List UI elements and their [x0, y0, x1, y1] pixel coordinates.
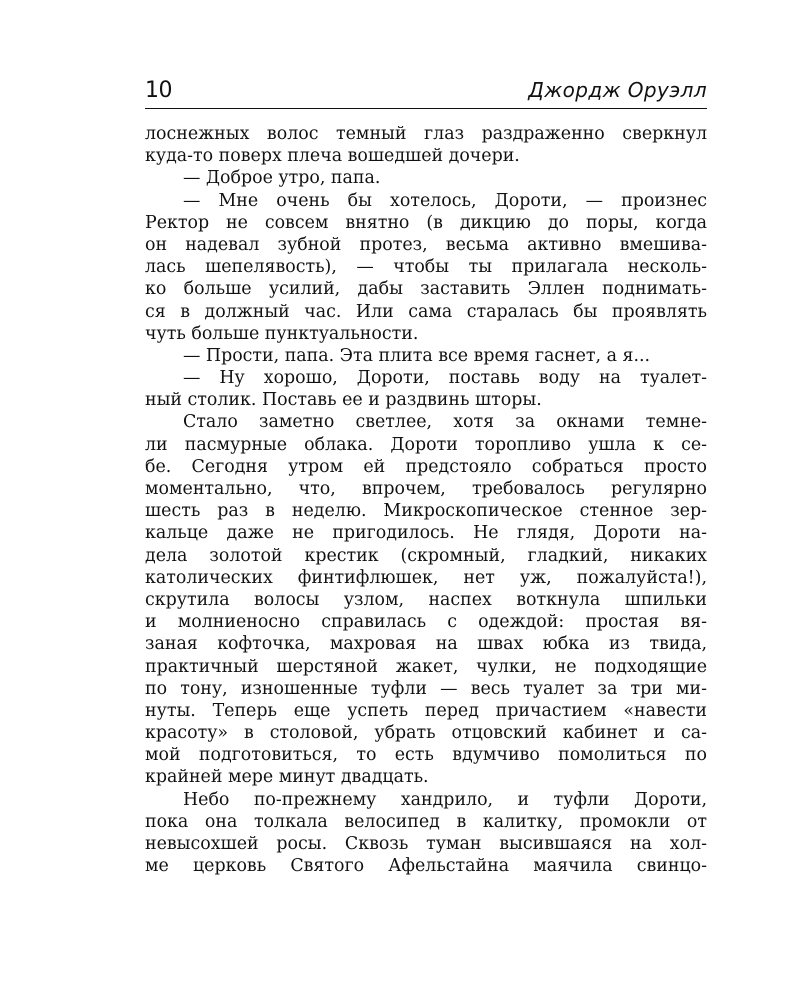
text-line: чуть больше пунктуальности.: [145, 323, 419, 344]
text-line: ный столик. Поставь ее и раздвинь шторы.: [145, 390, 542, 411]
book-page: [145, 78, 707, 877]
text-line: ли пасмурные облака. Дороти торопливо ушла к се-: [145, 434, 707, 455]
text-line: Небо по-прежнему хандрило, и туфли Дороти,: [183, 789, 707, 810]
text-line: практичный шерстяной жакет, чулки, не подходящие: [145, 656, 707, 677]
text-line: он надевал зубной протез, весьма активно вмешива-: [145, 234, 707, 255]
text-line: крайней мере минут двадцать.: [145, 767, 429, 788]
text-line: красоту» в столовой, убрать отцовский кабинет и са-: [145, 723, 707, 744]
running-title: Джордж Оруэлл: [528, 78, 707, 102]
text-line: ме церковь Святого Афельстайна маячила свинцо-: [145, 856, 707, 877]
text-line: невысохшей росы. Сквозь туман высившаяся на хол-: [145, 834, 707, 854]
text-line: ко больше усилий, дабы заставить Эллен поднимать-: [145, 279, 707, 300]
text-line: нуты. Теперь еще успеть перед причастием «навести: [145, 700, 707, 721]
text-line: скрутила волосы узлом, наспех воткнула шпильки: [145, 589, 707, 610]
page-number: 10: [145, 78, 172, 103]
text-line: кальце даже не пригодилось. Не глядя, Дороти на-: [145, 523, 707, 544]
text-line: шесть раз в неделю. Микроскопическое стенное зер-: [145, 501, 707, 522]
body-text: [145, 123, 707, 877]
text-line: дела золотой крестик (скромный, гладкий, никаких: [145, 545, 707, 566]
text-line: — Мне очень бы хотелось, Дороти, — произнес: [183, 190, 707, 211]
text-line: Ректор не совсем внятно (в дикцию до поры, когда: [145, 212, 707, 233]
text-line: мой подготовиться, то есть вдумчиво помолиться по: [145, 745, 707, 766]
text-line: католических финтифлюшек, нет уж, пожалуйста!),: [145, 567, 707, 588]
text-line: — Прости, папа. Эта плита все время гаснет, а я...: [183, 345, 651, 366]
text-line: Стало заметно светлее, хотя за окнами темне-: [183, 412, 707, 433]
text-line: — Ну хорошо, Дороти, поставь воду на туалет-: [183, 368, 707, 389]
text-line: ся в должный час. Или сама старалась бы проявлять: [145, 301, 707, 322]
text-line: заная кофточка, махровая на швах юбка из твида,: [145, 634, 707, 655]
text-line: — Доброе утро, папа.: [183, 168, 381, 189]
text-line: пока она толкала велосипед в калитку, промокли от: [145, 811, 707, 832]
text-line: лоснежных волос темный глаз раздраженно сверкнул: [145, 124, 707, 144]
text-line: лась шепелявость), — чтобы ты прилагала несколь-: [145, 257, 707, 278]
text-line: куда-то поверх плеча вошедшей дочери.: [145, 146, 520, 167]
text-line: бе. Сегодня утром ей предстояло собраться просто: [145, 456, 707, 477]
text-line: и молниеносно справилась с одеждой: простая вя-: [145, 612, 707, 633]
text-line: моментально, что, впрочем, требовалось регулярно: [145, 479, 707, 499]
text-line: по тону, изношенные туфли — весь туалет за три ми-: [145, 678, 707, 699]
page-header: [145, 78, 707, 109]
